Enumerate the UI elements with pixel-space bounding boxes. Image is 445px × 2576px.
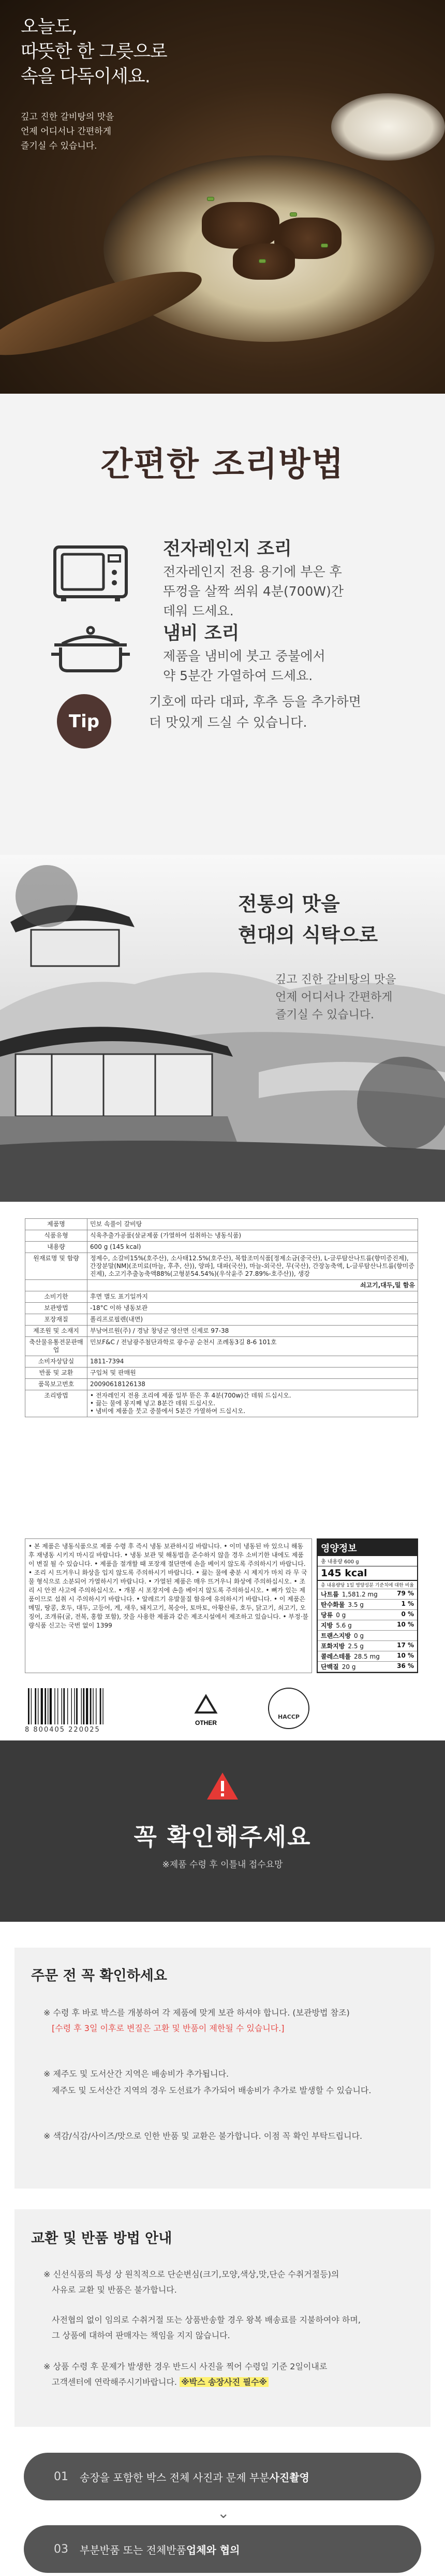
info-row <box>25 1303 418 1314</box>
cooking-method-title: 간편한 조리방법 <box>100 445 345 484</box>
info-row <box>25 1326 418 1337</box>
product-label-section <box>0 1202 445 1740</box>
nutrient-name-amount <box>321 1590 378 1599</box>
barcode-bar <box>102 1688 103 1724</box>
barcode-bar <box>74 1688 75 1724</box>
exchange-line: ※ 상품 수령 후 문제가 발생한 경우 반드시 사진을 찍어 수령일 기준 2일이내로 <box>43 2362 328 2371</box>
exchange-title: 교환 및 반품 방법 안내 <box>31 2230 172 2247</box>
nutrition-header-right: 1일 영양성분 기준치에 대한 비율 <box>346 1583 414 1588</box>
exchange-box <box>14 2209 431 2427</box>
step-number: 01 <box>54 2470 68 2483</box>
info-value: 폴리프로필렌(내면) <box>87 1314 418 1326</box>
hero-subtext-line: 언제 어디서나 간편하게 <box>21 126 112 137</box>
nutrient-percent: 0 % <box>401 1610 414 1618</box>
order-line: 제주도 및 도서산간 지역의 경우 도선료가 추가되어 배송비가 추가로 발생할 수 있습니다. <box>52 2085 372 2095</box>
haccp-mark-icon <box>268 1688 309 1729</box>
nutrition-row <box>318 1589 417 1600</box>
notice-title: 꼭 확인해주세요 <box>134 1823 312 1851</box>
hanok-illustration <box>0 855 445 1202</box>
info-key: 포장재질 <box>25 1314 87 1326</box>
barcode-bar <box>90 1688 92 1724</box>
order-line <box>52 2021 285 2036</box>
pot-icon <box>49 624 132 673</box>
microwave-icon <box>52 544 129 603</box>
nutrient-amount: 0 g <box>353 1632 364 1639</box>
nutrient-amount: 5.6 g <box>336 1622 352 1629</box>
info-value: 식육추출가공품(살균제품 (가열하여 섭취하는 냉동식품) <box>87 1230 418 1242</box>
barcode-bar <box>63 1688 65 1724</box>
step-number: 03 <box>54 2542 68 2556</box>
nutrition-kcal: 145 kcal <box>318 1566 417 1581</box>
nutrition-header-left: 총 내용량당 <box>321 1583 345 1588</box>
desc-line: 제품을 냄비에 붓고 중불에서 <box>163 649 325 664</box>
nutrition-title: 영양정보 <box>318 1539 417 1556</box>
info-row <box>25 1230 418 1242</box>
nutrient-amount: 3.5 g <box>348 1601 364 1608</box>
info-key: 축산물유통전문판매업 <box>25 1337 87 1356</box>
nutrient-name: 지방 <box>321 1622 333 1629</box>
nutrient-percent: 10 % <box>397 1652 414 1659</box>
info-key: 반품 및 교환 <box>25 1368 87 1379</box>
info-row <box>25 1390 418 1417</box>
warning-icon <box>206 1772 239 1801</box>
nutrition-row <box>318 1641 417 1651</box>
nutrient-amount: 20 g <box>342 1663 356 1671</box>
nutrient-percent: 79 % <box>397 1590 414 1597</box>
info-key: 소비기한 <box>25 1291 87 1303</box>
exchange-line: 그 상품에 대하여 판매자는 책임을 지지 않습니다. <box>52 2330 230 2340</box>
scallion-piece <box>207 197 214 201</box>
hero-headline-line: 따뜻한 한 그릇으로 <box>21 41 167 62</box>
cooking-method-section <box>0 394 445 855</box>
step-bold: 업체와 협의 <box>186 2543 240 2556</box>
pot-step-title: 냄비 조리 <box>163 623 240 644</box>
headline-line: 전통의 맛을 <box>238 893 340 915</box>
info-key: 원재료명 및 함량 <box>25 1253 87 1280</box>
barcode-bar <box>86 1688 88 1724</box>
recycle-icon <box>188 1693 224 1729</box>
order-check-box <box>14 1948 431 2189</box>
hero-headline-line: 속을 다독이세요. <box>21 66 150 87</box>
exchange-line: 사전협의 없이 임의로 수취거절 또는 상품반송할 경우 왕복 배송료를 지불하여야 하며, <box>52 2315 361 2325</box>
order-check-title: 주문 전 꼭 확인하세요 <box>31 1968 167 1984</box>
nutrient-amount: 28.5 mg <box>353 1653 380 1660</box>
subtext-line: 즐기실 수 있습니다. <box>275 1009 374 1021</box>
headline-line: 현대의 식탁으로 <box>238 924 378 946</box>
exchange-line: ※ 신선식품의 특성 상 원칙적으로 단순변심(크기,모양,색상,맛,단순 수취거절등)의 <box>43 2269 339 2279</box>
desc-line: 데워 드세요. <box>163 603 234 618</box>
info-key: 내용량 <box>25 1242 87 1253</box>
hero-subtext <box>21 110 167 153</box>
info-value: 정제수, 소갈비15%(호주산), 소사태12.5%(호주산), 복합조미식품[정제소금(중국산), L-글루탐산나트륨(향미증진제), 간장분말(NM)(조미료(마늘, 후추, 산)), 양파], 대파(국산), 마늘-외국산, 무(국산), 간장농축액, L-글루탐산나트륨(향미증진제), 소고기추출농축액88%(고형분54.54%)(우삭윤주 27.89%-호주산)), 생강 <box>87 1253 418 1280</box>
nutrient-name-amount <box>321 1642 364 1650</box>
info-value: 1811-7394 <box>87 1356 418 1368</box>
info-key: 제품명 <box>25 1219 87 1230</box>
microwave-step-title: 전자레인지 조리 <box>163 539 292 559</box>
nutrition-row <box>318 1631 417 1641</box>
barcode-bar <box>50 1688 52 1724</box>
nutrient-amount: 1,581.2 mg <box>342 1591 378 1598</box>
notice-section <box>0 1740 445 2576</box>
microwave-step-desc <box>163 562 344 621</box>
info-value: • 전자레인지 전용 조리에 제품 일부 뜯은 후 4분(700w)간 데워 드십시오. • 끓는 물에 봉지째 넣고 8분간 데워 드십시오. • 냄비에 제품을 붓고 중불에서 5분간 가열하여 드십시오. <box>87 1390 418 1417</box>
barcode-bar <box>100 1688 101 1724</box>
subtext-line: 언제 어디서나 간편하게 <box>275 991 393 1004</box>
notice-header <box>0 1740 445 1922</box>
info-value: 쇠고기,대두,밀 함유 <box>87 1280 418 1291</box>
info-row <box>25 1280 418 1291</box>
exchange-line <box>52 2375 269 2390</box>
nutrient-name: 단백질 <box>321 1663 339 1671</box>
nutrient-name: 당류 <box>321 1611 333 1619</box>
nutrition-row <box>318 1651 417 1662</box>
desc-line: 기호에 따라 대파, 후추 등을 추가하면 <box>149 694 361 709</box>
info-key: 식품유형 <box>25 1230 87 1242</box>
info-value: -18°C 이하 냉동보관 <box>87 1303 418 1314</box>
barcode-bar <box>83 1688 84 1724</box>
barcode-bar <box>54 1688 55 1724</box>
hero-subtext-line: 즐기실 수 있습니다. <box>21 141 97 151</box>
nutrition-facts <box>317 1538 418 1673</box>
nutrient-percent: 36 % <box>397 1662 414 1670</box>
desc-line: 전자레인지 전용 용기에 부은 후 <box>163 564 342 579</box>
order-line: ※ 색감/식감/사이즈/맛으로 인한 반품 및 교환은 불가합니다. 이점 꼭 확인 부탁드립니다. <box>43 2131 363 2141</box>
chevron-down-icon: ⌄ <box>217 2505 230 2522</box>
return-step-03 <box>24 2525 421 2573</box>
subtext-line: 깊고 진한 갈비탕의 맛을 <box>275 973 396 986</box>
nutrient-name-amount <box>321 1662 355 1671</box>
nutrient-percent: 1 % <box>401 1600 414 1607</box>
nutrition-row <box>318 1620 417 1631</box>
info-row <box>25 1253 418 1280</box>
barcode-bar <box>57 1688 58 1724</box>
info-value: 민보 속풀이 갈비탕 <box>87 1219 418 1230</box>
product-info-table <box>25 1218 418 1417</box>
barcode-bar <box>41 1688 43 1724</box>
nutrition-row <box>318 1610 417 1620</box>
desc-line: 더 맛있게 드실 수 있습니다. <box>149 715 307 730</box>
barcode-bar <box>67 1688 68 1724</box>
hero-headline <box>21 15 167 89</box>
info-value: 민보F&C / 전남광주첨단과학로 광수공 순천시 조례동3길 8-6 101호 <box>87 1337 418 1356</box>
info-row <box>25 1219 418 1230</box>
info-value: 20090618126138 <box>87 1379 418 1390</box>
nutrient-name-amount <box>321 1610 346 1619</box>
nutrient-name-amount <box>321 1631 364 1640</box>
nutrient-name-amount <box>321 1621 352 1630</box>
info-value: 부남여르원(주) / 경남 창녕군 영산면 신제로 97-38 <box>87 1326 418 1337</box>
info-key <box>25 1280 87 1291</box>
info-row <box>25 1368 418 1379</box>
return-step-01 <box>24 2453 421 2500</box>
nutrient-name: 트랜스지방 <box>321 1632 351 1639</box>
info-value: 600 g (145 kcal) <box>87 1242 418 1253</box>
barcode-bar <box>44 1688 46 1724</box>
step-bold: 사진촬영 <box>269 2471 309 2484</box>
scallion-piece <box>259 259 266 263</box>
order-line: ※ 수령 후 바로 박스를 개봉하여 각 제품에 맞게 보관 하셔야 합니다. (보관방법 참조) <box>43 2008 350 2018</box>
tradition-section <box>0 855 445 1202</box>
tip-badge: Tip <box>57 694 111 749</box>
nutrient-percent: 10 % <box>397 1621 414 1628</box>
info-row <box>25 1242 418 1253</box>
hero-headline-line: 오늘도, <box>21 17 77 37</box>
caution-text: • 본 제품은 냉동식품으로 제품 수령 후 즉시 냉동 보관하시길 바랍니다. • 이미 냉동된 바 있으니 해동 후 재냉동 시키지 마시길 바랍니다. • 냉동 보관 및 해동법을 준수하지 않을 경우 소비기한 내에도 제품 이 변질 될 수 있습니다. • 제품을 절개할 때 포장재 절단면에 손을 베이지 않도록 주의하시기 바랍니다. • 조리 시 뜨거우니 화상을 입지 않도록 주의하시기 바랍니다. • 끓는 물에 충분 시 제지가 마치 라 무 국물 형식으로 소분되어 가열하시기 바랍니다. • 가열된 제품은 매우 뜨거우니 화상에 주의하십시오. • 조리 시 안전 사고에 주의하십시오. • 개봉 시 포장지에 손을 베이지 않도록 주의하십시오. • 뼈가 있는 제품이므로 섭취 시 주의하시기 바랍니다. • 알레르기 유발물질 함유에 유의하시기 바랍니다. • 이 제품은 메밀, 땅콩, 호두, 대두, 고등어, 게, 새우, 돼지고기, 복숭아, 토마토, 아황산류, 호두, 닭고기, 쇠고기, 오징어, 조개류(굴, 전복, 홍합 포함), 잣을 사용한 제품과 같은 제조시설에서 제조하고 있습니다. • 부정·불량식품 신고는 국번 없이 1399 <box>25 1538 312 1673</box>
desc-line: 뚜껑을 살짝 씌워 4분(700W)간 <box>163 584 344 599</box>
barcode-bar <box>31 1688 32 1724</box>
tip-desc <box>149 692 361 733</box>
nutrient-amount: 0 g <box>336 1611 346 1619</box>
info-row <box>25 1379 418 1390</box>
info-row <box>25 1356 418 1368</box>
hero-subtext-line: 깊고 진한 갈비탕의 맛을 <box>21 112 114 122</box>
nutrient-name: 콜레스테롤 <box>321 1653 351 1660</box>
scallion-piece <box>321 243 328 248</box>
info-key: 보관방법 <box>25 1303 87 1314</box>
nutrition-header-row <box>318 1581 417 1589</box>
exchange-line-text: 고객센터에 연락해주시기바랍니다. <box>52 2377 177 2387</box>
nutrient-name-amount <box>321 1600 364 1609</box>
info-key: 품목보고번호 <box>25 1379 87 1390</box>
step-text: 부분반품 또는 전체반품 <box>80 2543 186 2556</box>
nutrient-name: 나트륨 <box>321 1591 339 1598</box>
nutrition-serving: 총 내용량 600 g <box>318 1556 417 1566</box>
nutrient-name: 탄수화물 <box>321 1601 345 1608</box>
info-key: 소비자상담실 <box>25 1356 87 1368</box>
info-key: 조리방법 <box>25 1390 87 1417</box>
pot-step-desc <box>163 646 325 686</box>
info-key: 제조원 및 소재지 <box>25 1326 87 1337</box>
barcode-bar <box>81 1688 82 1724</box>
barcode-digits: 8 800405 220025 <box>25 1726 100 1734</box>
nutrient-name-amount <box>321 1652 380 1661</box>
nutrition-row <box>318 1662 417 1672</box>
step-text: 송장을 포함한 박스 전체 사진과 문제 부분 <box>80 2471 270 2484</box>
rice-bowl-image <box>331 93 445 161</box>
scallion-piece <box>290 212 297 217</box>
barcode-bar <box>71 1688 72 1724</box>
nutrient-percent: 17 % <box>397 1642 414 1649</box>
info-value: 후면 별도 표기일까지 <box>87 1291 418 1303</box>
desc-line: 약 5분간 가열하여 드세요. <box>163 668 313 683</box>
info-value: 구입처 및 판매원 <box>87 1368 418 1379</box>
exchange-line: 사유로 교환 및 반품은 불가합니다. <box>52 2285 177 2295</box>
barcode-image <box>25 1683 128 1730</box>
nutrient-name: 포화지방 <box>321 1643 345 1650</box>
tradition-headline <box>238 888 378 951</box>
haccp-text: HACCP <box>278 1714 300 1720</box>
exchange-highlight: ※박스 송장사진 필수※ <box>180 2377 269 2387</box>
order-line: ※ 제주도 및 도서산간 지역은 배송비가 추가됩니다. <box>43 2069 229 2079</box>
notice-subtitle: ※제품 수령 후 이틀내 접수요망 <box>162 1860 283 1870</box>
info-row <box>25 1291 418 1303</box>
info-row <box>25 1314 418 1326</box>
barcode-bar <box>76 1688 78 1724</box>
nutrition-row <box>318 1600 417 1610</box>
recycle-text: OTHER <box>195 1719 217 1726</box>
hero-section <box>0 0 445 394</box>
tradition-subtext <box>275 971 396 1024</box>
order-line-warning: [수령 후 3일 이후로 변질은 고환 및 반품이 제한될 수 있습니다.] <box>52 2023 285 2033</box>
barcode-bar <box>28 1688 29 1724</box>
barcode-bar <box>35 1688 36 1724</box>
nutrient-amount: 2.5 g <box>348 1643 364 1650</box>
beef-piece <box>202 202 279 249</box>
info-row <box>25 1337 418 1356</box>
